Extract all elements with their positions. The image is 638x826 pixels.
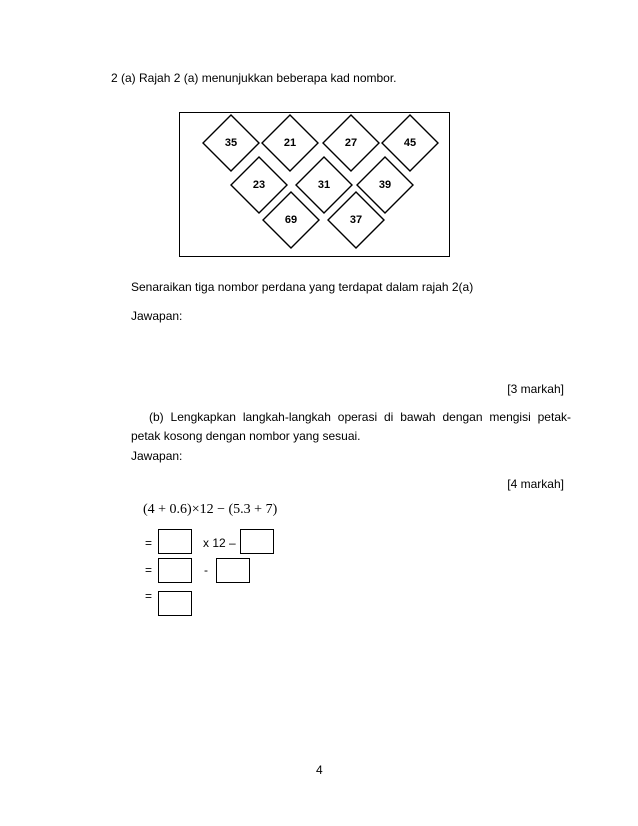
page-number: 4 [316, 763, 323, 777]
part-b-instruction: (b) Lengkapkan langkah-langkah operasi di bawah dengan mengisi petak-petak kosong dengan nombor yang sesuai. [131, 410, 571, 443]
card-number: 27 [344, 137, 358, 149]
part-a-instruction: Senaraikan tiga nombor perdana yang terdapat dalam rajah 2(a) [131, 280, 474, 294]
equals-sign: = [145, 536, 153, 550]
number-card [261, 190, 321, 250]
question-heading: 2 (a) Rajah 2 (a) menunjukkan beberapa kad nombor. [111, 71, 397, 85]
marks-label: [4 markah] [507, 477, 564, 491]
math-expression: (4 + 0.6)×12 − (5.3 + 7) [143, 502, 278, 517]
answer-box[interactable] [158, 591, 192, 616]
answer-label: Jawapan: [131, 309, 183, 323]
answer-box[interactable] [158, 529, 192, 554]
marks-label: [3 markah] [507, 382, 564, 396]
answer-box[interactable] [216, 558, 250, 583]
card-number: 69 [284, 214, 298, 226]
answer-box[interactable] [158, 558, 192, 583]
operator-text: - [204, 563, 208, 577]
card-number: 39 [378, 179, 392, 191]
number-card [326, 190, 386, 250]
answer-label: Jawapan: [131, 449, 183, 463]
answer-box[interactable] [240, 529, 274, 554]
card-number: 21 [283, 137, 297, 149]
card-number: 37 [349, 214, 363, 226]
card-number: 35 [224, 137, 238, 149]
operator-text: x 12 – [203, 536, 236, 550]
card-number: 45 [403, 137, 417, 149]
equals-sign: = [145, 589, 153, 603]
card-number: 23 [252, 179, 266, 191]
equals-sign: = [145, 563, 153, 577]
card-number: 31 [317, 179, 331, 191]
